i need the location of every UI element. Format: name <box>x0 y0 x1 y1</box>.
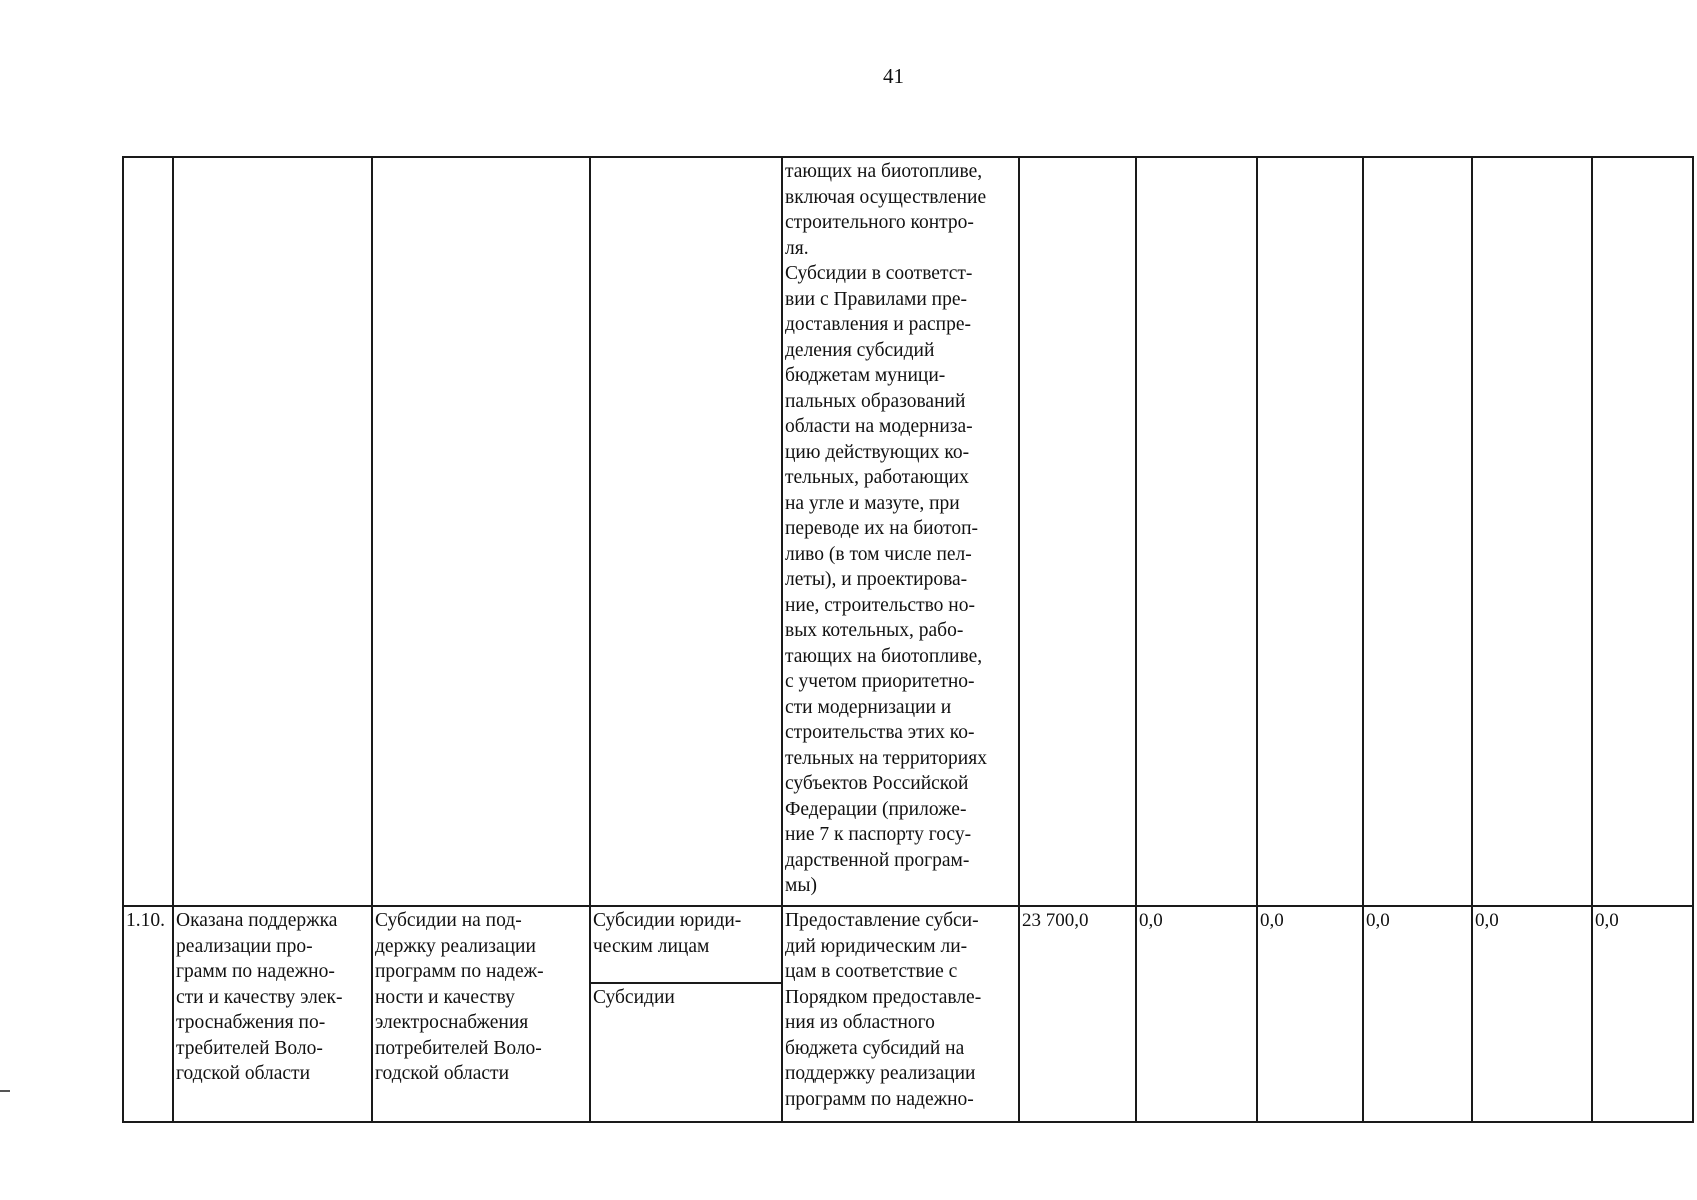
cell-value-3: 0,0 <box>1257 906 1363 1122</box>
text-line: вии с Правилами пре- <box>785 288 967 310</box>
text-line: мы) <box>785 875 817 896</box>
text-line: бюджета субсидий на <box>785 1037 965 1059</box>
text-line: на угле и мазуте, при <box>785 492 960 514</box>
text-line: области на модерниза- <box>785 416 973 437</box>
funding-table <box>122 156 1694 1123</box>
text-line: троснабжения по- <box>176 1012 326 1033</box>
text-line: тельных на территориях <box>785 747 987 769</box>
cell-event-cont <box>372 157 590 906</box>
text-line: вых котельных, рабо- <box>785 620 964 641</box>
text-line: потребителей Воло- <box>375 1037 542 1059</box>
text-line: программ по надеж- <box>375 961 544 982</box>
description-text <box>785 159 1016 899</box>
text-line: ние, строительство но- <box>785 594 975 616</box>
cell-type-legal-entities <box>590 906 782 983</box>
text-line: Порядком предоставле- <box>785 986 982 1008</box>
cell-value-3-cont <box>1257 157 1363 906</box>
cell-result <box>173 906 372 1122</box>
table-row-1-10 <box>123 906 1693 983</box>
text-line: цам в соответствие с <box>785 961 958 982</box>
text-line: с учетом приоритетно- <box>785 671 975 692</box>
page-number: 41 <box>883 64 904 88</box>
text-line: электроснабжения <box>375 1012 529 1033</box>
text-line: Субсидии юриди- <box>593 910 742 931</box>
text-line: сти модернизации и <box>785 696 952 718</box>
text-line: строительного контро- <box>785 212 974 233</box>
text-line: ние 7 к паспорту госу- <box>785 824 972 845</box>
text-line: Субсидии на под- <box>375 910 522 931</box>
cell-description-cont <box>782 157 1019 906</box>
text-line: поддержку реализации <box>785 1063 976 1084</box>
cell-value-5: 0,0 <box>1472 906 1592 1122</box>
text-line: грамм по надежно- <box>176 961 335 982</box>
cell-value-1: 23 700,0 <box>1019 906 1136 1122</box>
text-line: Оказана поддержка <box>176 910 338 931</box>
continuation-row <box>123 157 1693 906</box>
cell-value-2: 0,0 <box>1136 906 1257 1122</box>
cell-number-cont <box>123 157 173 906</box>
text-line: ля. <box>785 237 809 259</box>
cell-description <box>782 906 1019 1122</box>
text-line: ности и качеству <box>375 986 515 1008</box>
text-line: включая осуществление <box>785 186 987 208</box>
text-line: Субсидии в соответст- <box>785 263 973 284</box>
text-line: держку реализации <box>375 935 536 957</box>
text-line: пальных образований <box>785 390 966 412</box>
text-line: ния из областного <box>785 1012 935 1033</box>
cell-value-6-cont <box>1592 157 1693 906</box>
text-line: ливо (в том числе пел- <box>785 543 972 565</box>
text-line: строительства этих ко- <box>785 722 975 743</box>
text-line: бюджетам муници- <box>785 365 946 386</box>
text-line: переводе их на биотоп- <box>785 518 979 539</box>
cell-number: 1.10. <box>123 906 173 1122</box>
text-line: субъектов Российской <box>785 773 969 794</box>
text-line: тельных, работающих <box>785 467 969 488</box>
cell-value-2-cont <box>1136 157 1257 906</box>
cell-value-4: 0,0 <box>1363 906 1472 1122</box>
text-line: цию действующих ко- <box>785 441 970 463</box>
text-line: доставления и распре- <box>785 314 971 335</box>
cell-result-cont <box>173 157 372 906</box>
margin-mark <box>0 1090 10 1092</box>
text-line: деления субсидий <box>785 339 935 361</box>
text-line: Предоставление субси- <box>785 910 979 931</box>
text-line: ческим лицам <box>593 935 710 957</box>
text-line: тающих на биотопливе, <box>785 161 983 182</box>
text-line: тающих на биотопливе, <box>785 645 983 667</box>
cell-type-subsidies: Субсидии <box>590 983 782 1122</box>
cell-value-6: 0,0 <box>1592 906 1693 1122</box>
text-line: годской области <box>176 1063 311 1084</box>
cell-value-4-cont <box>1363 157 1472 906</box>
cell-value-5-cont <box>1472 157 1592 906</box>
cell-value-1-cont <box>1019 157 1136 906</box>
cell-event <box>372 906 590 1122</box>
text-line: дарственной програм- <box>785 849 970 871</box>
text-line: реализации про- <box>176 935 313 957</box>
cell-type-cont <box>590 157 782 906</box>
text-line: годской области <box>375 1063 510 1084</box>
text-line: требителей Воло- <box>176 1037 323 1059</box>
text-line: программ по надежно- <box>785 1088 974 1110</box>
text-line: Федерации (приложе- <box>785 798 967 820</box>
text-line: дий юридическим ли- <box>785 935 968 957</box>
text-line: сти и качеству элек- <box>176 986 343 1008</box>
text-line: леты), и проектирова- <box>785 569 968 590</box>
